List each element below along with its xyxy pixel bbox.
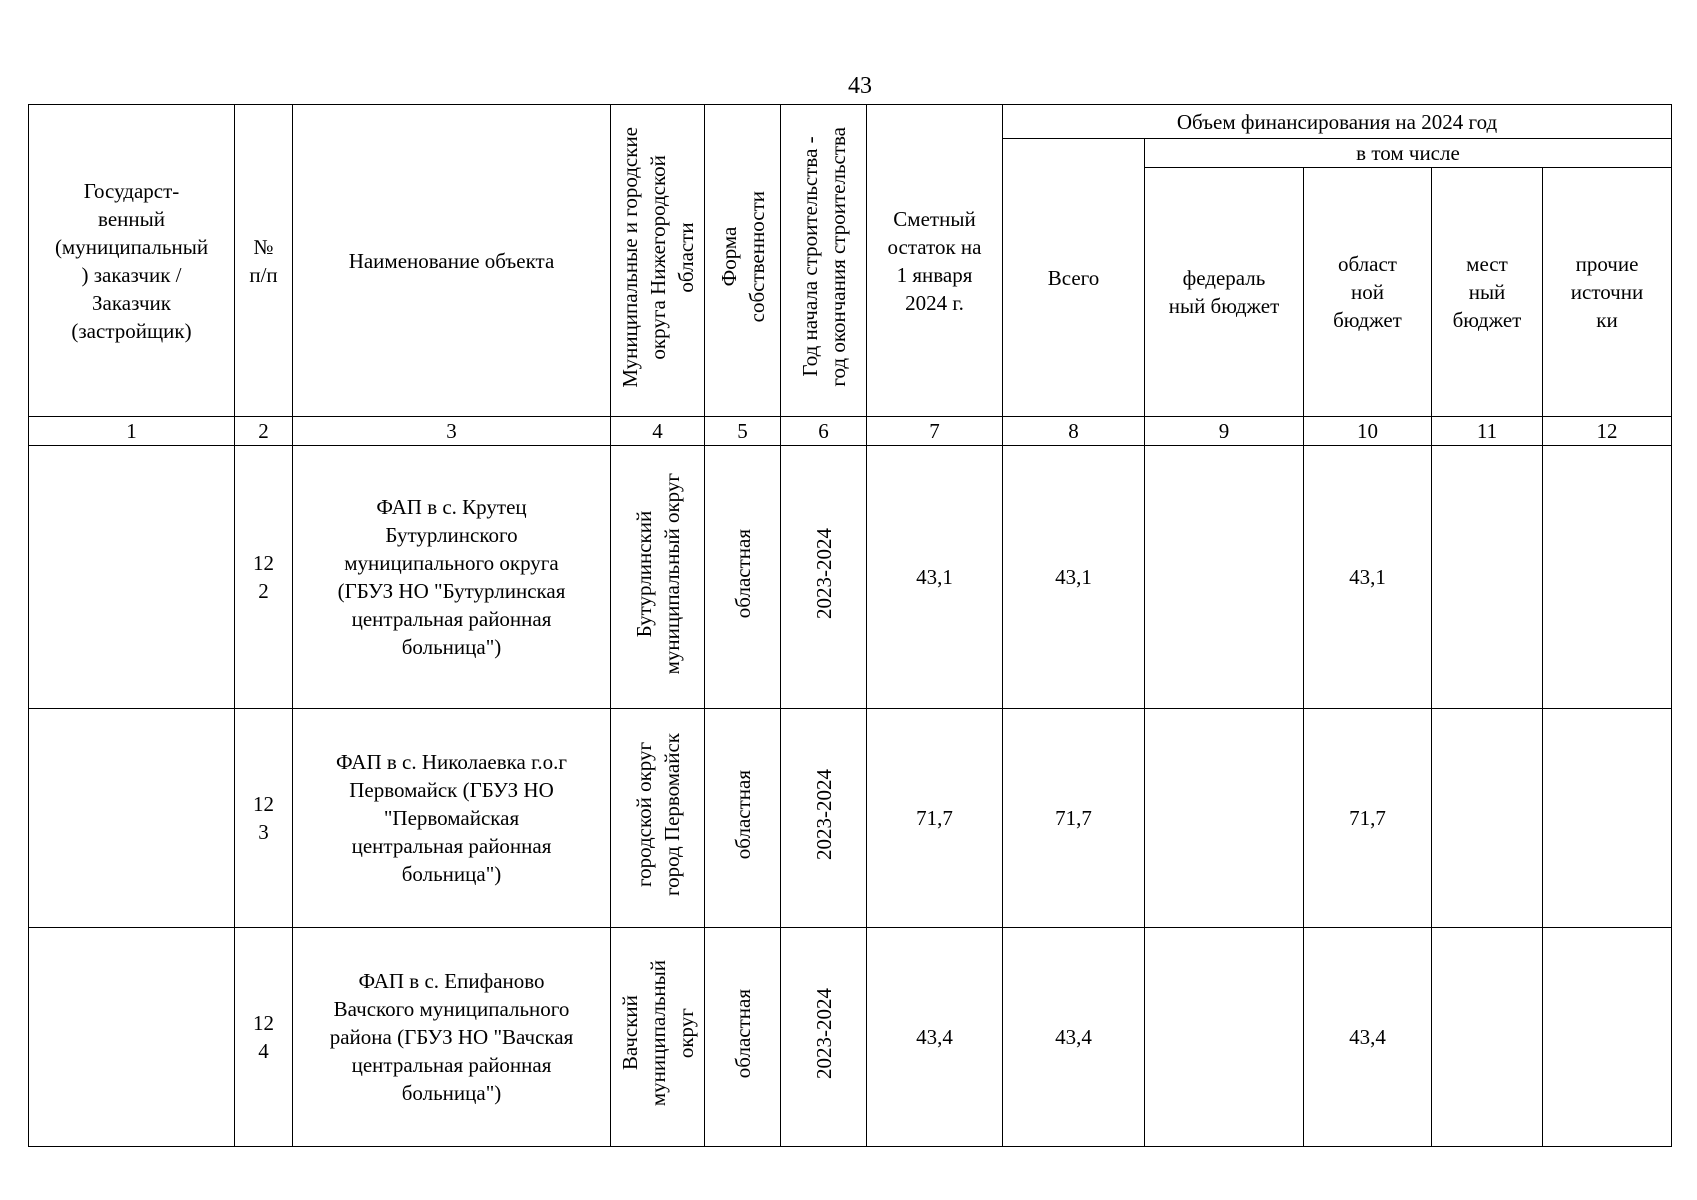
header-years-cell	[781, 105, 867, 417]
row-ownership: областная	[730, 528, 755, 619]
header-municipality-cell	[611, 105, 705, 417]
row-federal	[1145, 446, 1304, 709]
row-customer	[29, 928, 235, 1147]
row-estimate: 43,4	[867, 928, 1003, 1147]
row-total: 43,4	[1003, 928, 1145, 1147]
row-num: 12 2	[235, 446, 293, 709]
row-municipality-cell	[611, 709, 705, 928]
header-municipality: Муниципальные и городские округа Нижегородской области	[617, 126, 698, 388]
row-ownership-cell	[705, 709, 781, 928]
column-number: 1	[29, 417, 235, 446]
header-funding-group: Объем финансирования на 2024 год	[1003, 105, 1672, 139]
row-federal	[1145, 709, 1304, 928]
row-ownership: областная	[730, 769, 755, 860]
header-ownership: Форма собственности	[716, 191, 769, 323]
column-number: 11	[1432, 417, 1543, 446]
column-number: 10	[1304, 417, 1432, 446]
row-ownership: областная	[730, 988, 755, 1079]
row-name: ФАП в с. Николаевка г.о.г Первомайск (ГБУЗ НО "Первомайская центральная районная больница")	[293, 709, 611, 928]
row-regional: 43,1	[1304, 446, 1432, 709]
row-ownership-cell	[705, 928, 781, 1147]
row-local	[1432, 928, 1543, 1147]
table-row	[29, 446, 1672, 709]
row-total: 43,1	[1003, 446, 1145, 709]
row-federal	[1145, 928, 1304, 1147]
row-num: 12 3	[235, 709, 293, 928]
column-number: 7	[867, 417, 1003, 446]
row-municipality: городской округ город Первомайск	[631, 732, 684, 896]
page-number: 43	[848, 73, 872, 99]
header-regional: област ной бюджет	[1304, 168, 1432, 417]
column-number: 4	[611, 417, 705, 446]
row-municipality: Бутурлинский муниципальный округ	[631, 472, 684, 675]
header-total: Всего	[1003, 139, 1145, 417]
row-other	[1543, 709, 1672, 928]
row-years-cell	[781, 446, 867, 709]
column-number: 6	[781, 417, 867, 446]
header-num: № п/п	[235, 105, 293, 417]
row-municipality-cell	[611, 446, 705, 709]
table-row	[29, 709, 1672, 928]
row-years: 2023-2024	[811, 528, 836, 619]
row-regional: 43,4	[1304, 928, 1432, 1147]
column-number: 12	[1543, 417, 1672, 446]
header-ownership-cell	[705, 105, 781, 417]
header-estimate: Сметный остаток на 1 января 2024 г.	[867, 105, 1003, 417]
row-estimate: 71,7	[867, 709, 1003, 928]
row-customer	[29, 709, 235, 928]
row-years: 2023-2024	[811, 988, 836, 1079]
row-num: 12 4	[235, 928, 293, 1147]
header-federal: федераль ный бюджет	[1145, 168, 1304, 417]
column-number: 3	[293, 417, 611, 446]
row-total: 71,7	[1003, 709, 1145, 928]
row-local	[1432, 446, 1543, 709]
row-customer	[29, 446, 235, 709]
row-estimate: 43,1	[867, 446, 1003, 709]
row-name: ФАП в с. Крутец Бутурлинского муниципального округа (ГБУЗ НО "Бутурлинская центральная районная больница")	[293, 446, 611, 709]
table-row	[29, 928, 1672, 1147]
row-years: 2023-2024	[811, 769, 836, 860]
row-name: ФАП в с. Епифаново Вачского муниципального района (ГБУЗ НО "Вачская центральная районная больница")	[293, 928, 611, 1147]
column-number: 8	[1003, 417, 1145, 446]
header-other: прочие источни ки	[1543, 168, 1672, 417]
header-local: мест ный бюджет	[1432, 168, 1543, 417]
row-years-cell	[781, 709, 867, 928]
financing-table	[28, 104, 1672, 1147]
column-number: 9	[1145, 417, 1304, 446]
header-name: Наименование объекта	[293, 105, 611, 417]
header-including: в том числе	[1145, 139, 1672, 168]
row-municipality-cell	[611, 928, 705, 1147]
header-years: Год начала строительства - год окончания строительства	[797, 127, 850, 387]
row-other	[1543, 928, 1672, 1147]
row-ownership-cell	[705, 446, 781, 709]
column-number: 2	[235, 417, 293, 446]
row-regional: 71,7	[1304, 709, 1432, 928]
column-number: 5	[705, 417, 781, 446]
row-municipality: Вачский муниципальный округ	[617, 960, 698, 1107]
row-years-cell	[781, 928, 867, 1147]
header-customer: Государст- венный (муниципальный ) заказчик / Заказчик (застройщик)	[29, 105, 235, 417]
row-local	[1432, 709, 1543, 928]
row-other	[1543, 446, 1672, 709]
